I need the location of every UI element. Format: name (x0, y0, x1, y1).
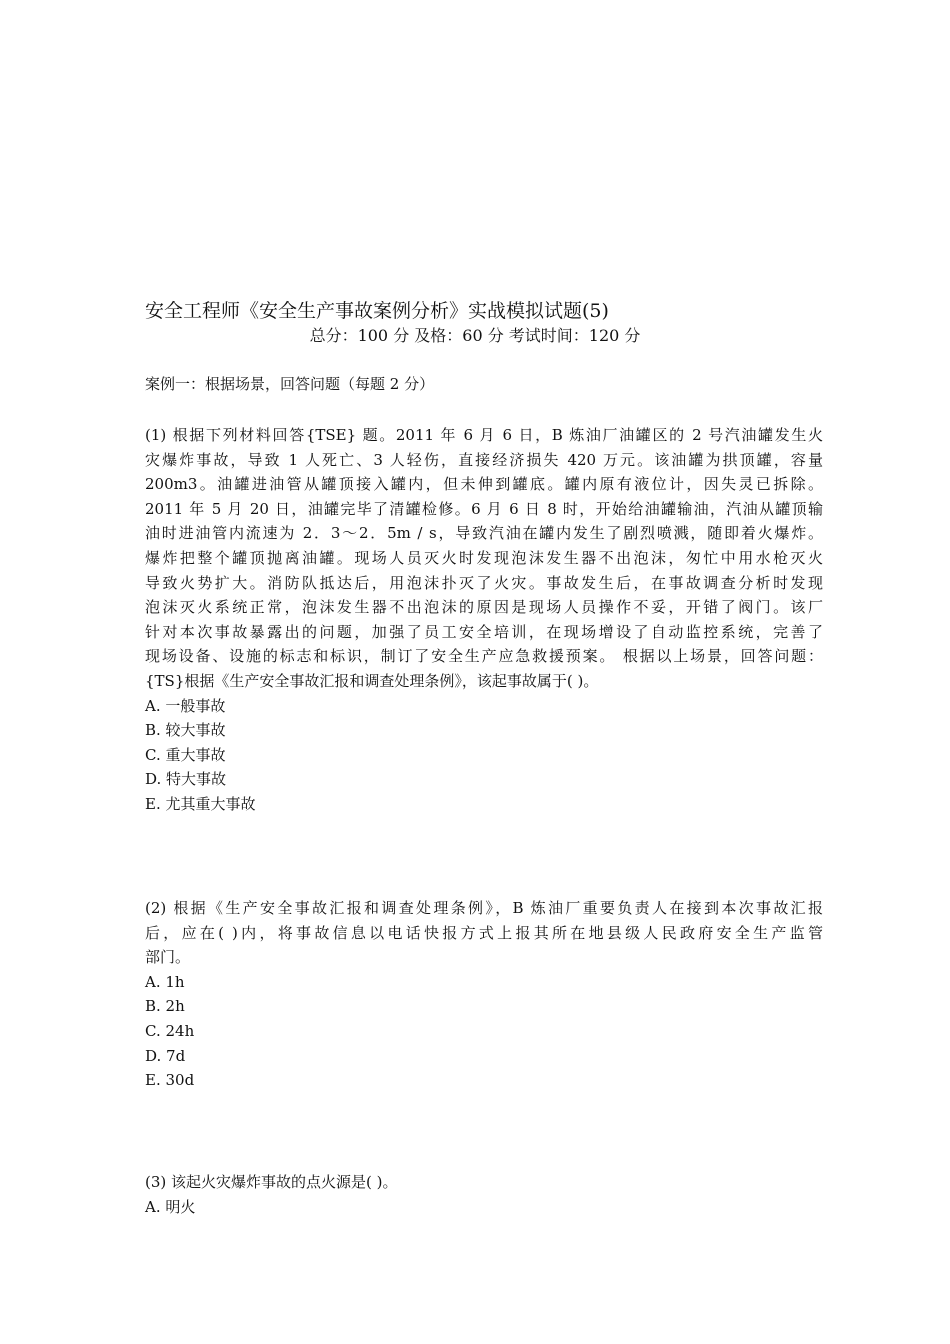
option-d: D. 7d (145, 1046, 186, 1065)
exam-info: 总分：100 分 及格：60 分 考试时间：120 分 (309, 326, 641, 345)
question-line: 后，应在( )内，将事故信息以电话快报方式上报其所在地县级人民政府安全生产监管 (145, 923, 823, 942)
question-line: 泡沫灭火系统正常，泡沫发生器不出泡沫的原因是现场人员操作不妥，开错了阀门。该厂 (145, 598, 823, 617)
option-a: A. 明火 (145, 1197, 196, 1216)
option-e: E. 尤其重大事故 (145, 794, 256, 813)
option-c: C. 24h (145, 1021, 195, 1040)
question-line: 200m3。油罐进油管从罐顶接入罐内，但未伸到罐底。罐内原有液位计，因失灵已拆除。 (145, 475, 823, 494)
section-heading: 案例一：根据场景，回答问题（每题 2 分） (145, 375, 435, 393)
option-b: B. 较大事故 (145, 721, 226, 740)
option-d: D. 特大事故 (145, 770, 227, 789)
question-line: 现场设备、设施的标志和标识，制订了安全生产应急救援预案。 根据以上场景，回答问题： (145, 647, 823, 666)
question-line: (3) 该起火灾爆炸事故的点火源是( )。 (145, 1173, 398, 1191)
question-line: 导致火势扩大。消防队抵达后，用泡沫扑灭了火灾。事故发生后，在事故调查分析时发现 (145, 573, 823, 592)
question-line: {TS}根据《生产安全事故汇报和调查处理条例》，该起事故属于( )。 (145, 671, 599, 690)
option-a: A. 一般事故 (145, 696, 226, 715)
question-line: 爆炸把整个罐顶抛离油罐。现场人员灭火时发现泡沫发生器不出泡沫，匆忙中用水枪灭火 (145, 548, 823, 567)
option-a: A. 1h (145, 972, 185, 991)
question-2 (145, 896, 823, 1093)
option-c: C. 重大事故 (145, 745, 226, 764)
question-line: 部门。 (145, 948, 191, 967)
document-title: 安全工程师《安全生产事故案例分析》实战模拟试题(5) (145, 300, 609, 322)
option-b: B. 2h (145, 997, 185, 1016)
question-line: 灾爆炸事故，导致 1 人死亡、3 人轻伤，直接经济损失 420 万元。该油罐为拱顶罐，容量 (145, 450, 823, 469)
question-line: 2011 年 5 月 20 日，油罐完毕了清罐检修。6 月 6 日 8 时，开始给油罐输油，汽油从罐顶输 (145, 499, 823, 518)
question-line: 油时进油管内流速为 2．3～2．5m / s，导致汽油在罐内发生了剧烈喷溅，随即着火爆炸。 (145, 524, 823, 543)
option-e: E. 30d (145, 1071, 195, 1090)
question-3 (145, 1170, 823, 1219)
question-line: 针对本次事故暴露出的问题，加强了员工安全培训，在现场增设了自动监控系统，完善了 (145, 622, 823, 641)
question-1 (145, 423, 823, 817)
question-line: (2) 根据《生产安全事故汇报和调查处理条例》，B 炼油厂重要负责人在接到本次事故汇报 (145, 899, 823, 917)
question-line: (1) 根据下列材料回答{TSE} 题。2011 年 6 月 6 日，B 炼油厂油罐区的 2 号汽油罐发生火 (145, 426, 823, 444)
